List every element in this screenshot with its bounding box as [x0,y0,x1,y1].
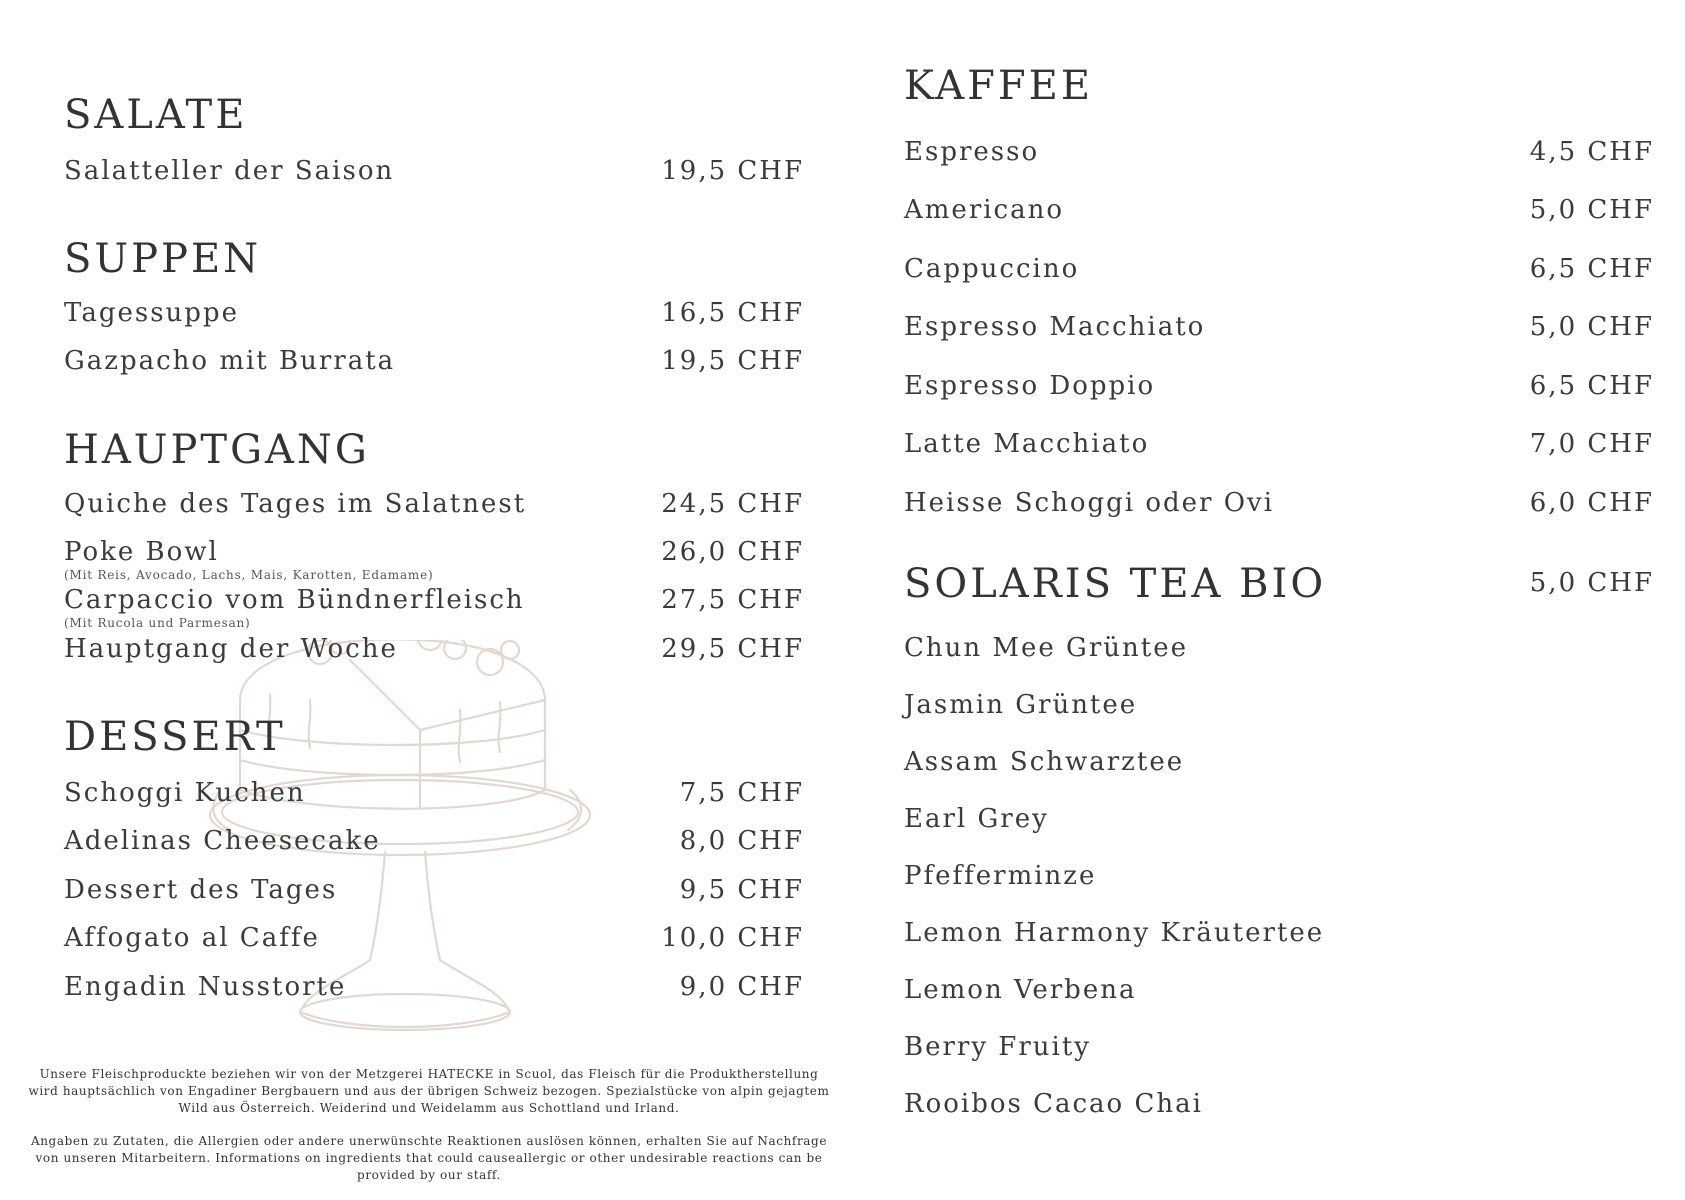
section-title-salate: SALATE [64,92,248,138]
item-name: Hauptgang der Woche [64,634,398,664]
item-name: Heisse Schoggi oder Ovi [904,488,1275,518]
section-title-kaffee: KAFFEE [904,63,1094,109]
item-note: (Mit Rucola und Parmesan) [64,616,251,630]
item-price: 5,0 CHF [1529,195,1654,225]
tea-item: Lemon Harmony Kräutertee [904,918,1325,948]
footer-paragraph-allergens: Angaben zu Zutaten, die Allergien oder andere unerwünschte Reaktionen auslösen können, erhalten Sie auf Nachfrage von unseren Mitarbeitern. Informations on ingredients that could causeallergic or other undesirable reactions can be provided by our staff. [30,1134,828,1182]
item-note: (Mit Reis, Avocado, Lachs, Mais, Karotten, Edamame) [64,568,434,582]
item-name: Espresso Macchiato [904,312,1206,342]
tea-item: Lemon Verbena [904,975,1137,1005]
item-price: 9,5 CHF [679,875,804,905]
section-title-tea: SOLARIS TEA BIO [904,561,1327,607]
item-price: 16,5 CHF [661,298,804,328]
item-name: Salatteller der Saison [64,156,395,186]
footer-note [26,1066,832,1200]
item-price: 4,5 CHF [1529,137,1654,167]
cake-illustration [200,640,660,1080]
item-name: Carpaccio vom Bündnerfleisch [64,585,525,615]
item-price: 9,0 CHF [679,972,804,1002]
section-title-suppen: SUPPEN [64,236,262,282]
item-name: Gazpacho mit Burrata [64,346,396,376]
tea-item: Pfefferminze [904,861,1097,891]
section-title-dessert: DESSERT [64,714,286,760]
tea-item: Assam Schwarztee [904,747,1185,777]
item-price: 6,5 CHF [1529,254,1654,284]
tea-item: Jasmin Grüntee [904,690,1138,720]
item-name: Cappuccino [904,254,1080,284]
item-name: Latte Macchiato [904,429,1150,459]
item-name: Quiche des Tages im Salatnest [64,489,527,519]
item-name: Americano [904,195,1065,225]
item-name: Adelinas Cheesecake [64,826,381,856]
item-price: 6,0 CHF [1529,488,1654,518]
item-price: 26,0 CHF [661,537,804,567]
tea-item: Earl Grey [904,804,1049,834]
item-name: Dessert des Tages [64,875,338,905]
item-price: 5,0 CHF [1529,312,1654,342]
tea-item: Chun Mee Grüntee [904,633,1188,663]
item-name: Affogato al Caffe [64,923,320,953]
item-price: 6,5 CHF [1529,371,1654,401]
item-price: 27,5 CHF [661,585,804,615]
section-title-hauptgang: HAUPTGANG [64,427,370,473]
footer-paragraph-meat: Unsere Fleischproduckte beziehen wir von der Metzgerei HATECKE in Scuol, das Fleisch für die Produktherstellung wird hauptsächlich von Engadiner Bergbauern und aus der übrigen Schweiz bezogen. Spezialstücke von alpin gejagtem Wild aus Österreich. Weiderind und Weidelamm aus Schottland und Irland. [28,1067,830,1115]
item-price: 24,5 CHF [661,489,804,519]
item-name: Engadin Nusstorte [64,972,347,1002]
item-price: 10,0 CHF [661,923,804,953]
item-name: Espresso Doppio [904,371,1156,401]
item-name: Espresso [904,137,1040,167]
item-price: 8,0 CHF [679,826,804,856]
tea-item: Rooibos Cacao Chai [904,1089,1203,1119]
item-name: Schoggi Kuchen [64,778,306,808]
item-price: 7,5 CHF [679,778,804,808]
item-name: Poke Bowl [64,537,219,567]
item-price: 29,5 CHF [661,634,804,664]
tea-price: 5,0 CHF [1529,568,1654,598]
item-price: 19,5 CHF [661,346,804,376]
tea-item: Berry Fruity [904,1032,1091,1062]
item-name: Tagessuppe [64,298,239,328]
item-price: 7,0 CHF [1529,429,1654,459]
item-price: 19,5 CHF [661,156,804,186]
